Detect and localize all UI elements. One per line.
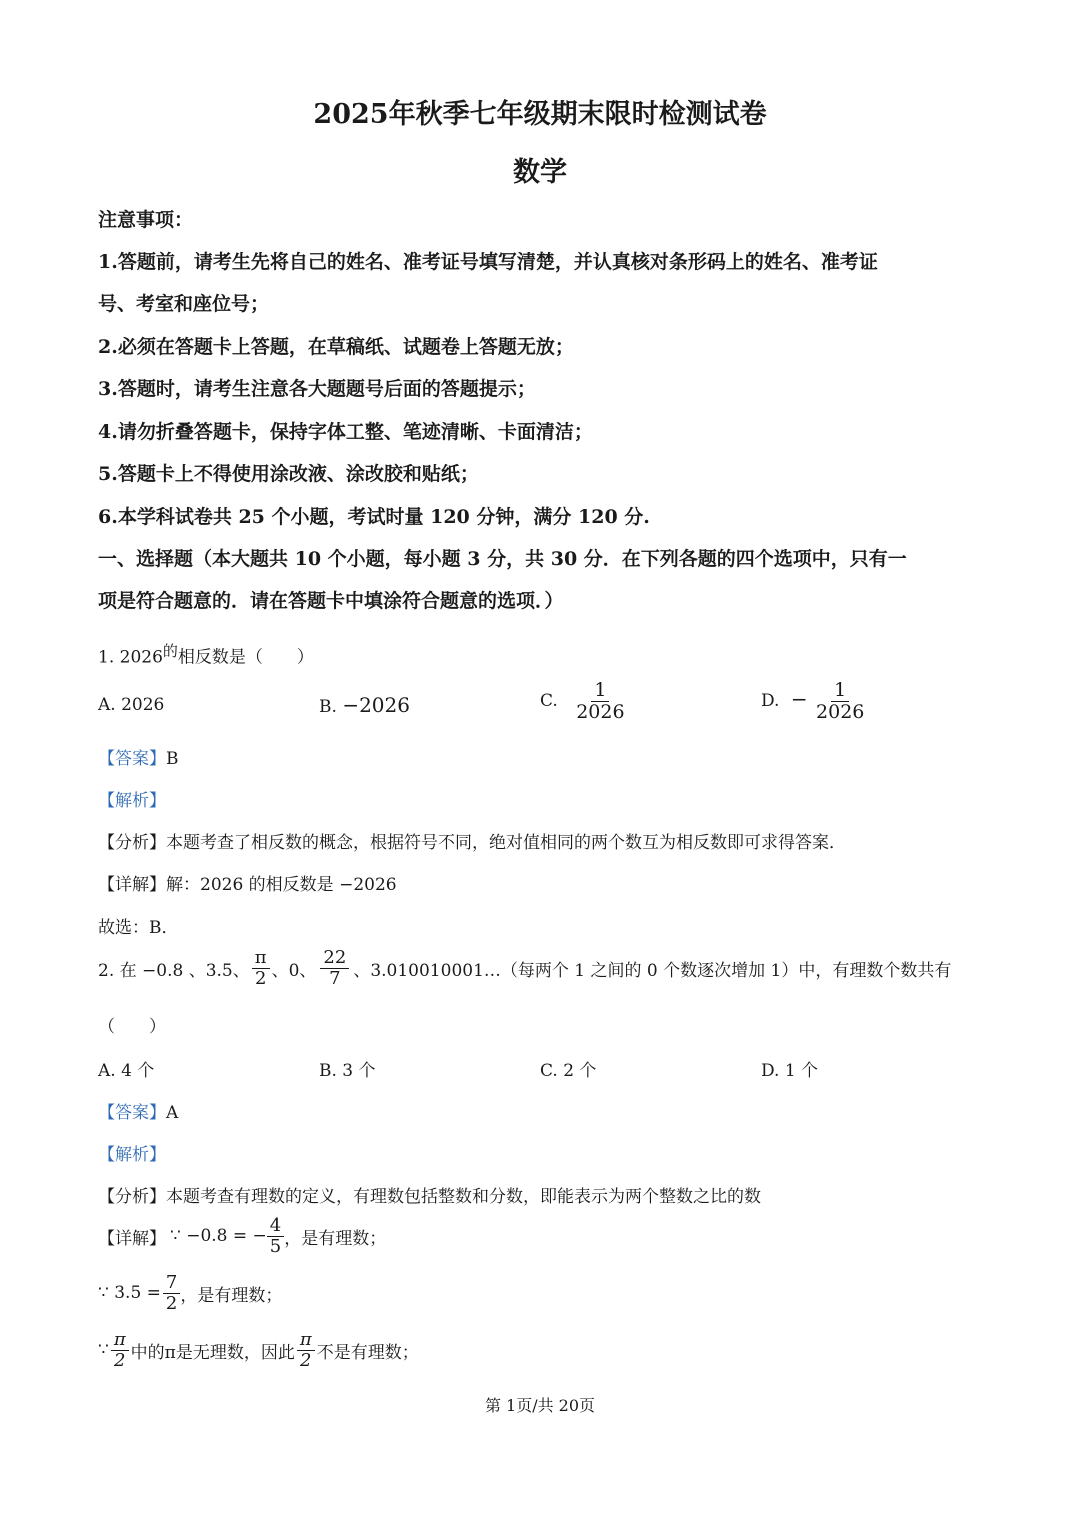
q2-detail-1-fraction xyxy=(267,1216,284,1257)
q1-conclusion: 故选：B． xyxy=(98,918,179,938)
notice-item-1-line-2: 号、考室和座位号； xyxy=(98,293,270,315)
q2-stem-paren: （ ） xyxy=(98,1017,166,1037)
q2-option-a: A. 4 个 xyxy=(98,1061,155,1081)
q2-option-c: C. 2 个 xyxy=(540,1061,597,1081)
q2-22-over-7-fraction xyxy=(320,948,349,989)
answer-value: A xyxy=(166,1103,179,1123)
q1-option-d-label: D. xyxy=(761,690,780,711)
q2-detail-2-fraction xyxy=(163,1273,180,1314)
q2-detail-3-a: ∵ xyxy=(98,1340,109,1361)
notice-item-6: 6.本学科试卷共 25 个小题，考试时量 120 分钟，满分 120 分. xyxy=(98,506,650,528)
fraction-numerator: 22 xyxy=(320,948,349,969)
question-1-stem xyxy=(98,640,314,668)
q2-detail-2-b: ，是有理数； xyxy=(180,1285,283,1306)
q2-fenxi xyxy=(98,1182,761,1207)
answer-value: B xyxy=(166,749,179,769)
notice-item-3: 3.答题时，请考生注意各大题题号后面的答题提示； xyxy=(98,378,536,400)
detail-tag: 【详解】 xyxy=(98,1228,166,1249)
q1-analysis-tag: 【解析】 xyxy=(98,791,166,811)
q1-option-d xyxy=(761,680,867,723)
q1-stem-prefix: 1. 2026 xyxy=(98,647,163,668)
fraction-denominator: 2026 xyxy=(576,700,625,723)
fraction-numerator: π xyxy=(297,1330,315,1351)
answer-tag: 【答案】 xyxy=(98,1103,166,1123)
q2-detail-1-b: ，是有理数； xyxy=(284,1228,387,1249)
q2-analysis-tag: 【解析】 xyxy=(98,1145,166,1165)
notice-item-1-line-1: 1.答题前，请考生先将自己的姓名、准考证号填写清楚，并认真核对条形码上的姓名、准考证 xyxy=(98,251,878,273)
q2-stem-b: 、0、 xyxy=(271,960,317,981)
detail-text: 解：2026 的相反数是 −2026 xyxy=(166,875,397,895)
q1-option-c xyxy=(540,680,628,723)
fenxi-tag: 【分析】 xyxy=(98,833,166,853)
notice-item-2: 2.必须在答题卡上答题，在草稿纸、试题卷上答题无放； xyxy=(98,336,574,358)
section-heading-line-1: 一、选择题（本大题共 10 个小题，每小题 3 分，共 30 分．在下列各题的四个选项中，只有一 xyxy=(98,548,907,570)
q2-detail-3-fraction xyxy=(111,1330,129,1371)
subject-title: 数学 xyxy=(513,157,567,188)
fraction-numerator: π xyxy=(252,948,270,969)
q2-detail-line-3 xyxy=(98,1330,419,1371)
fraction-numerator: 4 xyxy=(267,1216,284,1237)
q2-option-d: D. 1 个 xyxy=(761,1061,819,1081)
page-number: 第 1页/共 20页 xyxy=(484,1396,596,1415)
q2-stem-a: 2. 在 −0.8 、3.5、 xyxy=(98,960,250,981)
q1-option-b-label: B. xyxy=(319,697,337,717)
q2-option-b: B. 3 个 xyxy=(319,1061,376,1081)
q1-detail xyxy=(98,870,397,895)
page-title: 2025年秋季七年级期末限时检测试卷 xyxy=(313,99,767,130)
q1-fenxi xyxy=(98,828,846,853)
q2-pi-fraction xyxy=(252,948,270,989)
q1-option-b xyxy=(319,693,410,717)
section-heading-line-2: 项是符合题意的．请在答题卡中填涂符合题意的选项．） xyxy=(98,590,564,612)
fraction-denominator: 5 xyxy=(269,1235,282,1257)
q1-option-d-sign: − xyxy=(790,686,808,711)
q2-detail-line-2 xyxy=(98,1273,282,1314)
q2-detail-line-1 xyxy=(98,1216,386,1257)
notice-item-4: 4.请勿折叠答题卡，保持字体工整、笔迹清晰、卡面清洁； xyxy=(98,421,593,443)
q1-stem-sup: 的 xyxy=(162,642,178,660)
q2-detail-1-a: ∵ −0.8 = − xyxy=(170,1226,267,1247)
fraction-denominator: 2 xyxy=(114,1349,126,1371)
fenxi-text: 本题考查了相反数的概念，根据符号不同，绝对值相同的两个数互为相反数即可求得答案． xyxy=(166,833,846,853)
q1-option-a: A. 2026 xyxy=(98,695,165,715)
q1-answer xyxy=(98,744,179,769)
q2-detail-2-a: ∵ 3.5 = xyxy=(98,1283,161,1304)
question-2-stem xyxy=(98,948,951,989)
q1-option-c-label: C. xyxy=(540,690,558,711)
notice-item-5: 5.答题卡上不得使用涂改液、涂改胶和贴纸； xyxy=(98,463,479,485)
q1-option-c-fraction xyxy=(573,680,627,723)
q1-option-b-value: −2026 xyxy=(342,693,410,717)
fraction-denominator: 2 xyxy=(300,1349,312,1371)
fraction-denominator: 2 xyxy=(165,1292,178,1314)
fraction-numerator: π xyxy=(111,1330,129,1351)
notice-heading: 注意事项： xyxy=(98,209,194,231)
fenxi-text: 本题考查有理数的定义，有理数包括整数和分数，即能表示为两个整数之比的数 xyxy=(166,1187,761,1207)
q1-stem-suffix: 相反数是（ ） xyxy=(177,647,314,668)
fraction-numerator: 1 xyxy=(831,680,849,702)
detail-tag: 【详解】 xyxy=(98,875,166,895)
q2-detail-3-b: 中的π是无理数，因此 xyxy=(130,1342,295,1363)
fraction-denominator: 2 xyxy=(254,967,267,989)
q2-detail-3-fraction-2 xyxy=(297,1330,315,1371)
answer-tag: 【答案】 xyxy=(98,749,166,769)
fraction-numerator: 7 xyxy=(163,1273,180,1294)
q2-stem-c: 、3.010010001…（每两个 1 之间的 0 个数逐次增加 1）中，有理数个数共有 xyxy=(353,960,952,981)
fenxi-tag: 【分析】 xyxy=(98,1187,166,1207)
q2-detail-3-c: 不是有理数； xyxy=(316,1342,419,1363)
q2-answer xyxy=(98,1098,178,1123)
fraction-numerator: 1 xyxy=(591,680,609,702)
q1-option-d-fraction xyxy=(813,680,867,723)
fraction-denominator: 7 xyxy=(329,967,341,989)
fraction-denominator: 2026 xyxy=(816,700,865,723)
